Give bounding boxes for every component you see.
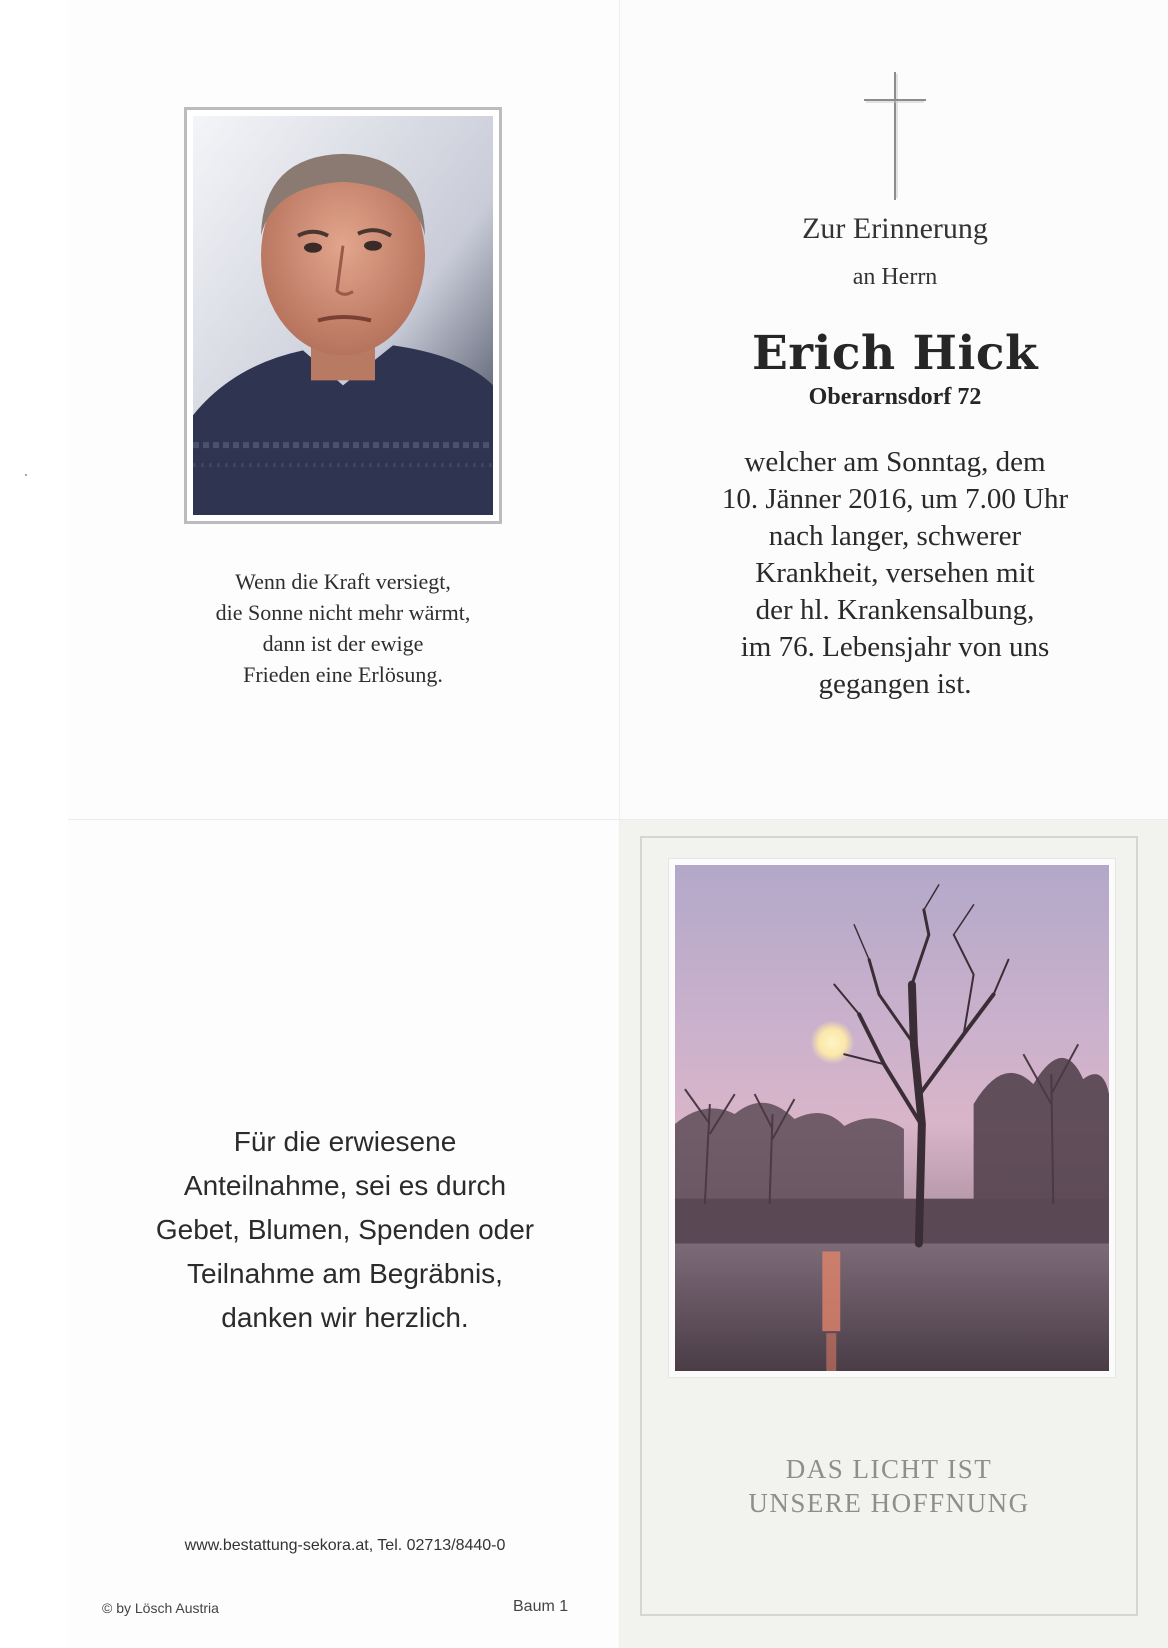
memorial-quote [150, 566, 536, 690]
portrait-illustration [193, 116, 493, 515]
thanks-line: Anteilnahme, sei es durch [183, 1170, 507, 1201]
thanks-line: Für die erwiesene [233, 1126, 457, 1157]
quote-line: die Sonne nicht mehr wärmt, [215, 600, 471, 625]
quote-line: dann ist der ewige [262, 631, 424, 656]
death-notice-text [640, 444, 1150, 703]
cross-icon [864, 72, 926, 200]
notice-line: gegangen ist. [818, 668, 972, 700]
motto-line: UNSERE HOFFNUNG [748, 1488, 1030, 1518]
landscape-photo [675, 865, 1109, 1371]
thanks-line: danken wir herzlich. [221, 1302, 469, 1333]
portrait-photo [193, 116, 493, 515]
portrait-frame [184, 107, 502, 524]
motto-line: DAS LICHT IST [785, 1454, 993, 1484]
sunset-tree-illustration [675, 865, 1109, 1371]
notice-line: welcher am Sonntag, dem [744, 446, 1046, 478]
notice-line: im 76. Lebensjahr von uns [740, 631, 1050, 663]
thanks-line: Gebet, Blumen, Spenden oder [155, 1214, 535, 1245]
memorial-heading: Zur Erinnerung [802, 212, 988, 245]
thanks-message [100, 1120, 590, 1340]
funeral-home-contact: www.bestattung-sekora.at, Tel. 02713/8440-0 [184, 1537, 506, 1554]
deceased-name: Erich Hick [751, 326, 1039, 381]
scan-speck [25, 474, 27, 476]
landscape-frame [668, 858, 1116, 1378]
copyright-note: © by Lösch Austria [102, 1600, 219, 1616]
design-name: Baum 1 [513, 1598, 569, 1615]
notice-line: der hl. Krankensalbung, [755, 594, 1035, 626]
motto [640, 1452, 1138, 1520]
deceased-address: Oberarnsdorf 72 [808, 384, 982, 410]
notice-line: 10. Jänner 2016, um 7.00 Uhr [721, 483, 1069, 515]
quote-line: Frieden eine Erlösung. [243, 662, 443, 687]
fold-line-vertical [619, 0, 620, 1648]
notice-line: Krankheit, versehen mit [755, 557, 1035, 589]
fold-line-horizontal [68, 819, 1168, 820]
notice-line: nach langer, schwerer [768, 520, 1022, 552]
quote-line: Wenn die Kraft versiegt, [235, 569, 451, 594]
thanks-line: Teilnahme am Begräbnis, [187, 1258, 503, 1289]
salutation: an Herrn [852, 264, 938, 290]
